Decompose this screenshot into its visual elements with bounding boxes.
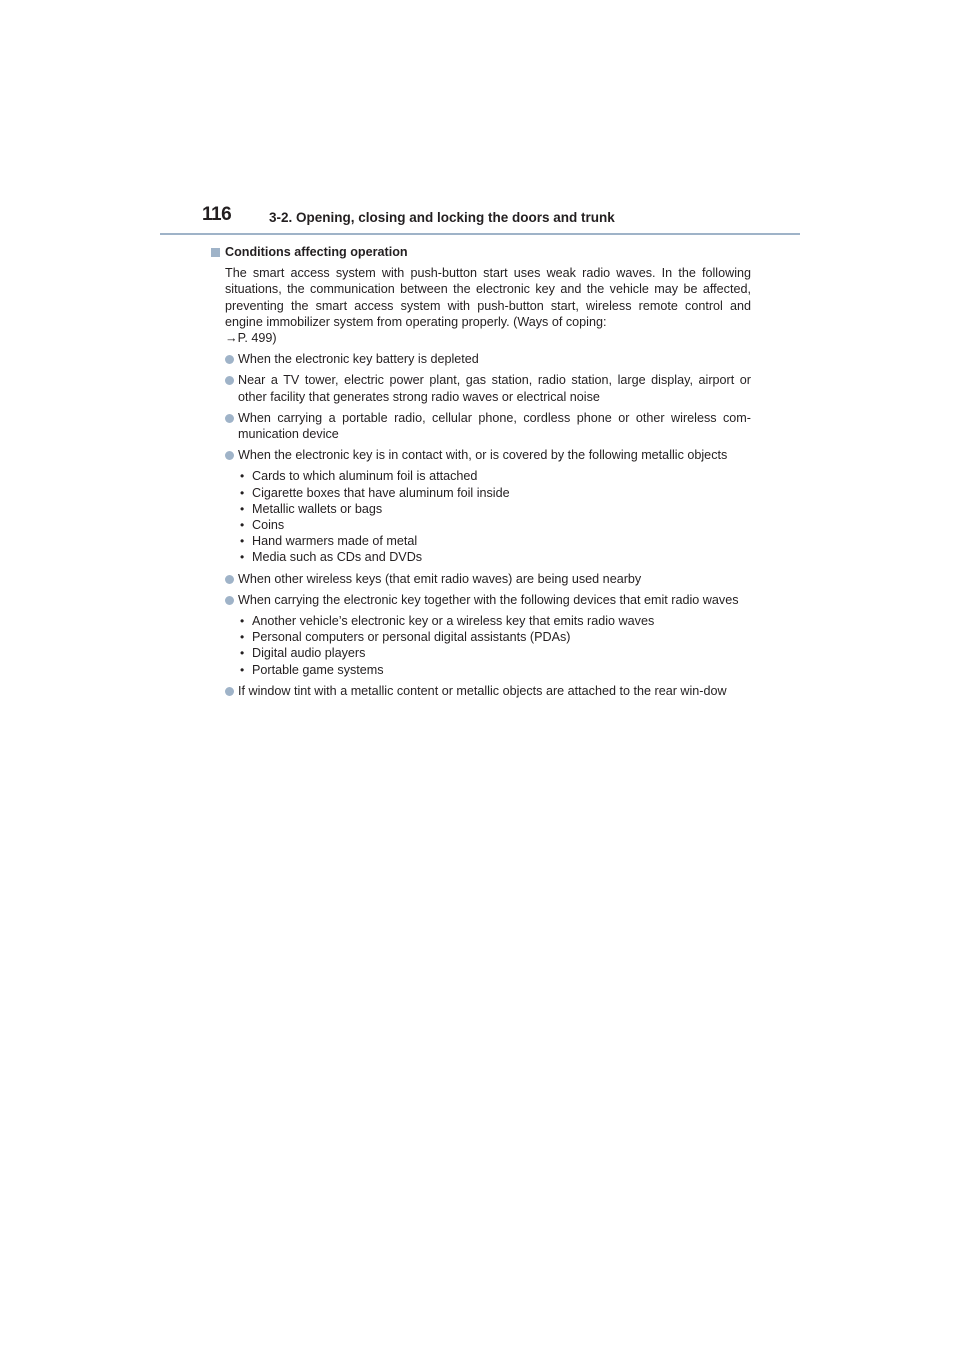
- page-header: [160, 204, 800, 234]
- sub-list-item: [209, 501, 751, 517]
- sub-list-item: [209, 517, 751, 533]
- content-body: [209, 244, 751, 699]
- list-item: [209, 571, 751, 587]
- sub-bullet-icon: •: [240, 646, 245, 661]
- list-item-text: When other wireless keys (that emit radio waves) are being used nearby: [238, 571, 642, 586]
- sub-list-item-text: Portable game systems: [252, 662, 384, 677]
- sub-list-item-text: Another vehicle’s electronic key or a wireless key that emits radio waves: [252, 614, 655, 629]
- square-bullet-icon: [211, 248, 220, 257]
- list-item-text: When the electronic key battery is depleted: [238, 352, 479, 367]
- list-item: [209, 351, 751, 367]
- page-reference-link[interactable]: →P. 499): [225, 331, 277, 346]
- sub-bullet-icon: •: [240, 469, 245, 484]
- section-title: 3-2. Opening, closing and locking the doors and trunk: [269, 210, 615, 225]
- sub-list-item-text: Digital audio players: [252, 646, 366, 661]
- subsection-heading: [209, 244, 751, 260]
- metallic-objects-list: [209, 468, 751, 565]
- sub-list-item-text: Coins: [252, 518, 285, 533]
- circle-bullet-icon: [225, 376, 234, 385]
- sub-list-item: [209, 629, 751, 645]
- radio-devices-list: [209, 613, 751, 678]
- sub-list-item-text: Hand warmers made of metal: [252, 534, 418, 549]
- sub-list-item: [209, 549, 751, 565]
- circle-bullet-icon: [225, 575, 234, 584]
- list-item: [209, 592, 751, 608]
- sub-bullet-icon: •: [240, 630, 245, 645]
- list-item-text: If window tint with a metallic content or metallic objects are attached to the rear win-dow: [238, 683, 727, 698]
- sub-list-item-text: Metallic wallets or bags: [252, 501, 383, 516]
- sub-list-item-text: Cigarette boxes that have aluminum foil inside: [252, 485, 510, 500]
- circle-bullet-icon: [225, 687, 234, 696]
- sub-bullet-icon: •: [240, 518, 245, 533]
- list-item-text: When carrying a portable radio, cellular phone, cordless phone or other wireless com-munication device: [238, 410, 751, 442]
- list-item-text: When carrying the electronic key together with the following devices that emit radio waves: [238, 592, 739, 607]
- sub-bullet-icon: •: [240, 501, 245, 516]
- list-item: [209, 447, 751, 463]
- sub-bullet-icon: •: [240, 485, 245, 500]
- sub-list-item: [209, 662, 751, 678]
- list-item: [209, 372, 751, 404]
- header-rule: [160, 233, 800, 235]
- sub-list-item-text: Personal computers or personal digital assistants (PDAs): [252, 630, 571, 645]
- sub-list-item: [209, 485, 751, 501]
- sub-list-item: [209, 468, 751, 484]
- page-number: 116: [202, 204, 232, 225]
- intro-paragraph: [209, 265, 751, 346]
- circle-bullet-icon: [225, 355, 234, 364]
- list-item: [209, 683, 751, 699]
- list-item-text: When the electronic key is in contact with, or is covered by the following metallic objects: [238, 448, 728, 463]
- circle-bullet-icon: [225, 414, 234, 423]
- sub-list-item: [209, 533, 751, 549]
- subsection-heading-text: Conditions affecting operation: [225, 245, 408, 259]
- circle-bullet-icon: [225, 596, 234, 605]
- list-item: [209, 410, 751, 442]
- sub-list-item: [209, 613, 751, 629]
- sub-list-item: [209, 645, 751, 661]
- list-item-text: Near a TV tower, electric power plant, gas station, radio station, large display, airport or other facility that generates strong radio waves or electrical noise: [238, 373, 751, 404]
- circle-bullet-icon: [225, 451, 234, 460]
- sub-bullet-icon: •: [240, 534, 245, 549]
- sub-bullet-icon: •: [240, 614, 245, 629]
- intro-text: The smart access system with push-button start uses weak radio waves. In the following situations, the communication between the electronic key and the vehicle may be affected, preventing the smart access system with push-button start, wireless remote control and engine immobilizer system from operating properly. (Ways of coping:: [225, 266, 751, 329]
- sub-list-item-text: Cards to which aluminum foil is attached: [252, 469, 478, 484]
- sub-list-item-text: Media such as CDs and DVDs: [252, 550, 423, 565]
- sub-bullet-icon: •: [240, 662, 245, 677]
- sub-bullet-icon: •: [240, 550, 245, 565]
